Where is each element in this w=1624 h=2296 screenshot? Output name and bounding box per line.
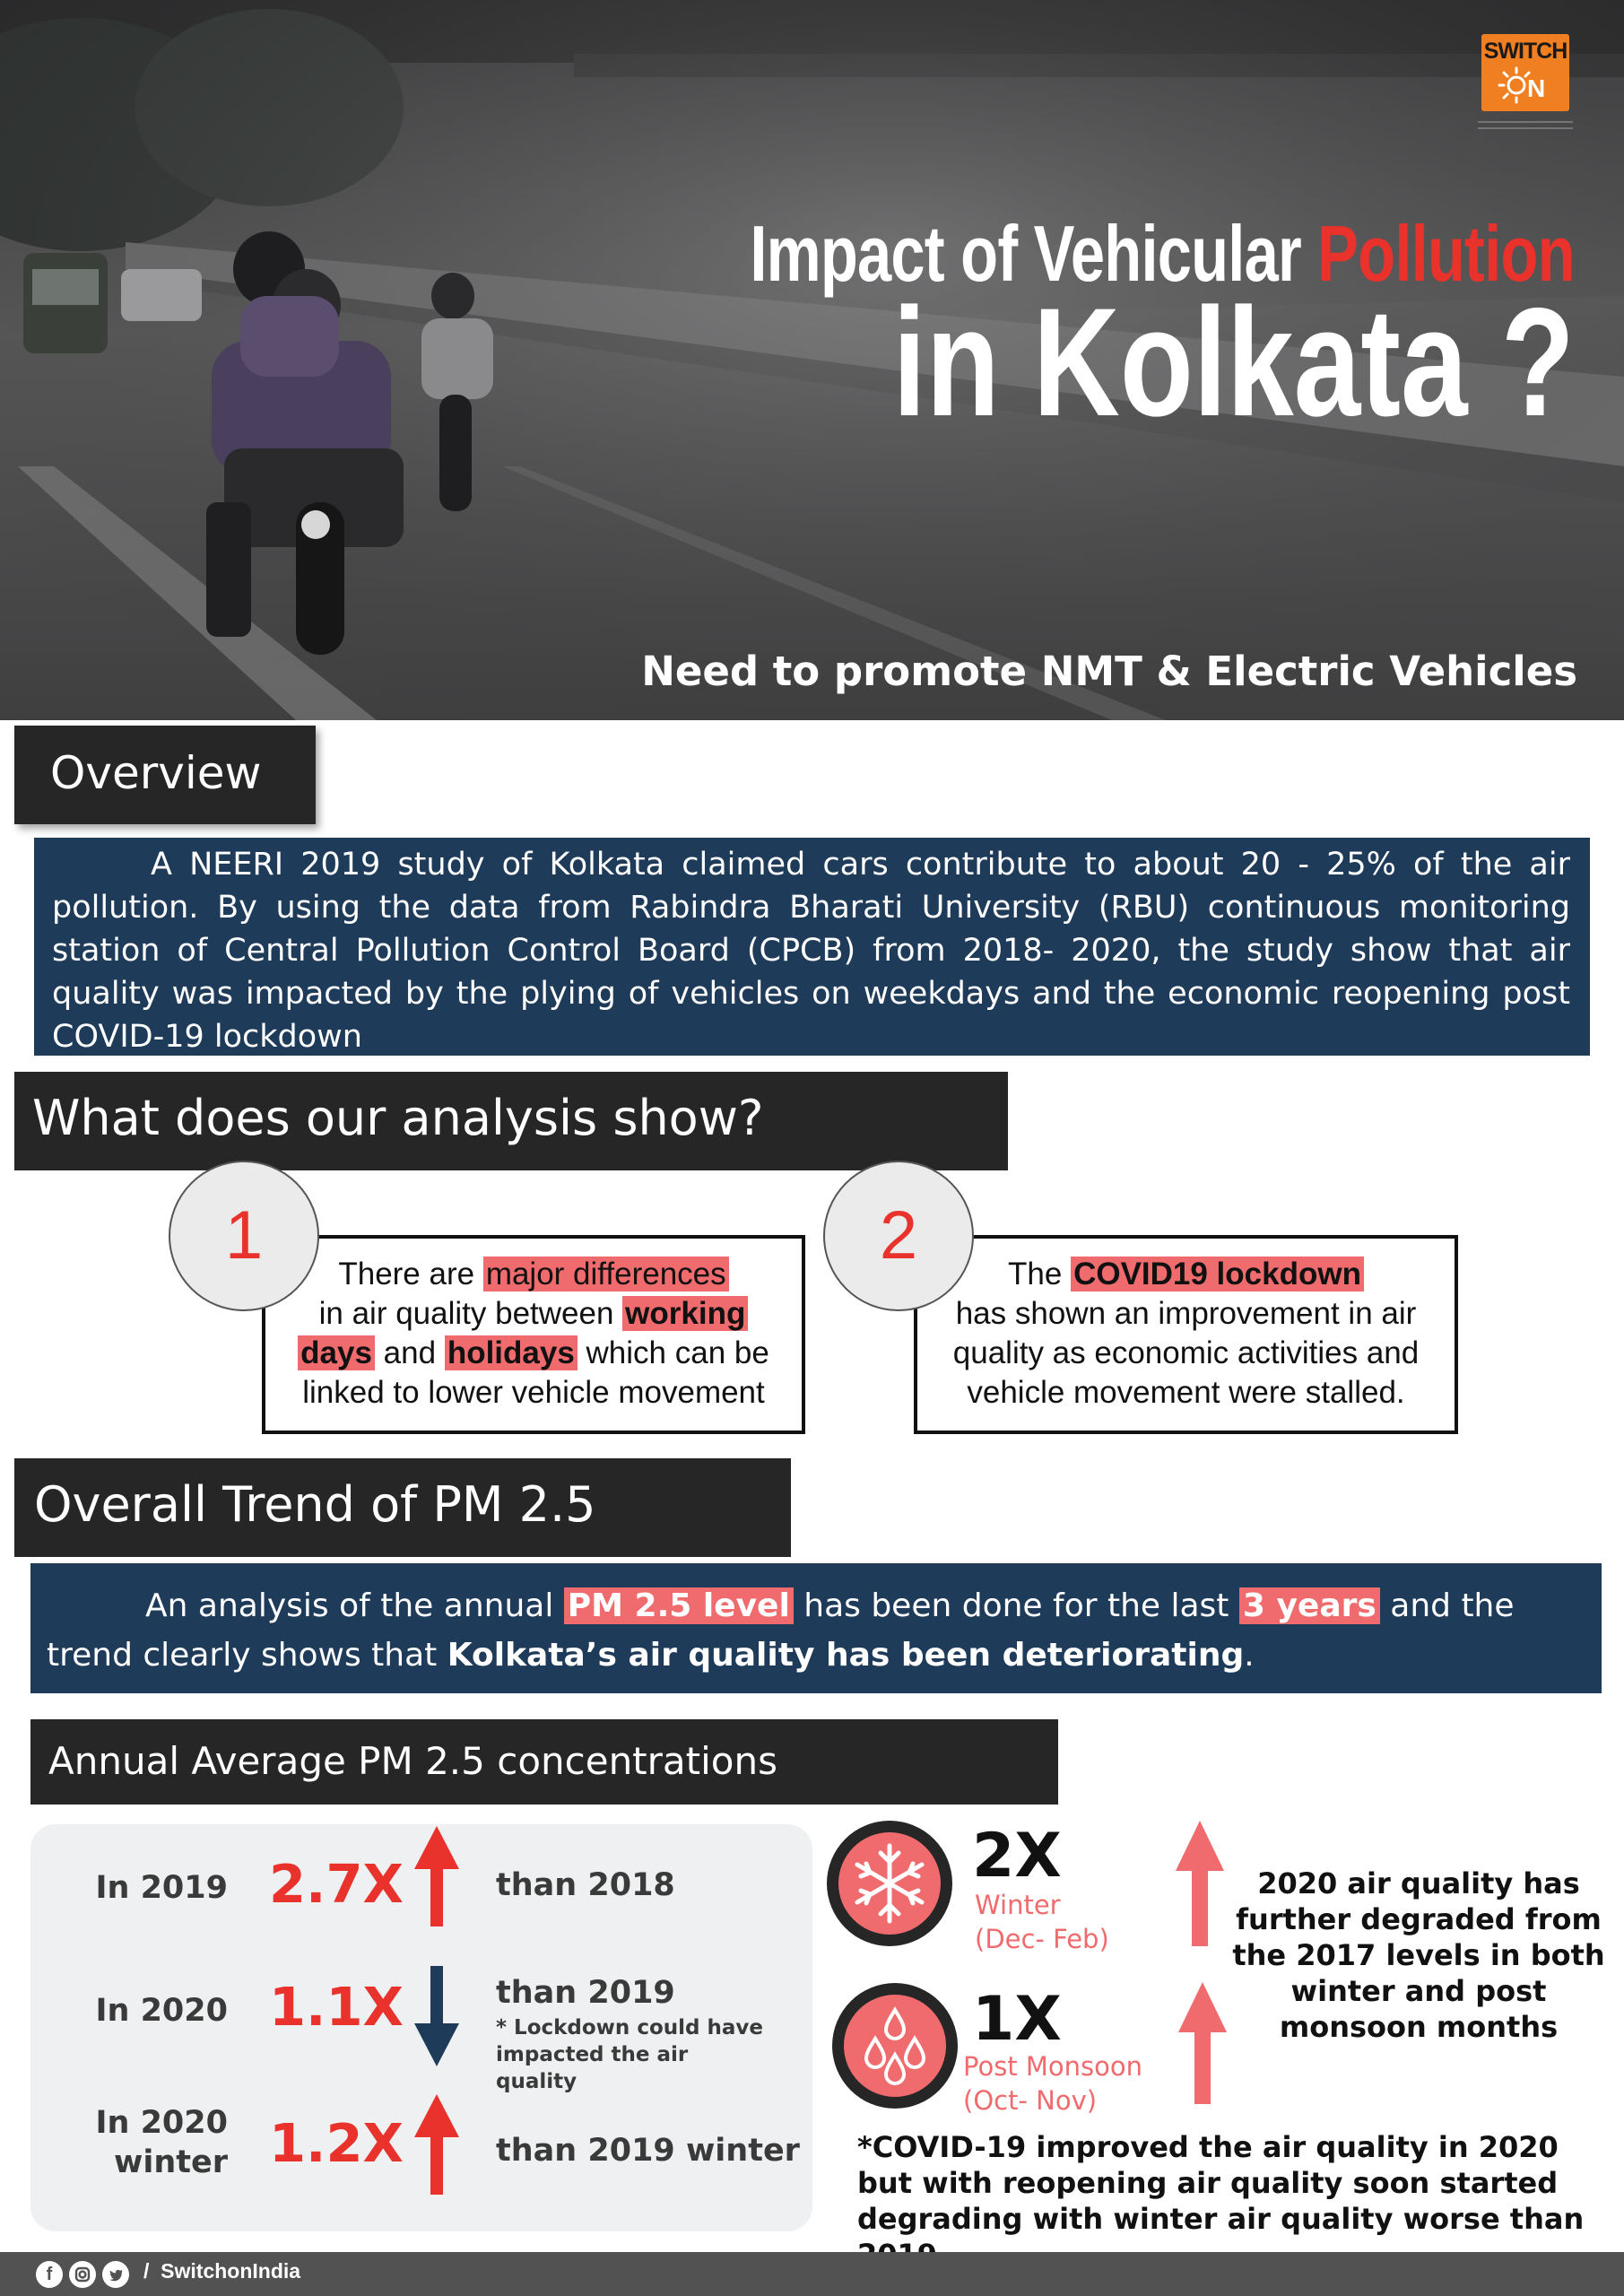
trend-sentence: . (1244, 1637, 1255, 1674)
covid-footnote: *COVID-19 improved the air quality in 2020 but with reopening air quality soon started degrading with winter air quality worse than (857, 2130, 1585, 2236)
card1-highlight: holidays (445, 1335, 578, 1370)
stat-comparison: than 2019 winter (496, 2133, 800, 2169)
arrow-up-icon (1176, 1821, 1224, 1946)
twitter-icon[interactable] (102, 2261, 129, 2288)
winter-multiplier: 2X (972, 1821, 1062, 1892)
hero-title-text: Impact of Vehicular (750, 209, 1318, 298)
stat-value: 2.7X (269, 1853, 404, 1915)
trend-sentence: An analysis of the annual (145, 1587, 564, 1624)
stat-comparison: than 2019 (496, 1975, 675, 2011)
trend-highlight: 3 years (1239, 1587, 1380, 1624)
monsoon-badge (832, 1983, 958, 2109)
card2-text: vehicle movement were stalled. (967, 1375, 1405, 1410)
winter-label (975, 1888, 1109, 1956)
card2-text: has shown an improvement in air (955, 1296, 1417, 1331)
stat-label-line: In 2020 (95, 2105, 228, 2141)
season-name-text: Winter (975, 1890, 1061, 1920)
social-handle[interactable] (143, 2259, 300, 2283)
card1-highlight: major differences (483, 1257, 729, 1292)
trend-bold: Kolkata’s air quality has been deteriorating (447, 1637, 1245, 1674)
facebook-icon[interactable]: f (36, 2261, 63, 2288)
stat-label-line: winter (114, 2144, 228, 2180)
hero-banner (0, 0, 1624, 720)
raindrops-icon (832, 1983, 958, 2109)
trend-text (30, 1563, 1602, 1693)
arrow-up-icon (414, 1826, 459, 1926)
season-period-text: (Dec- Feb) (975, 1924, 1109, 1954)
overview-paragraph: A NEERI 2019 study of Kolkata claimed cars contribute to about 20 - 25% of the air pollution. By using the data from Rabindra Bharati University (RBU) continuous monitoring station of Central Pollution Control Board (CPCB) from 2018- 2020, the study show that air quality was impacted by the plying of vehicles on weekdays and the economic reopening post COVID-19 lockdown (52, 847, 1570, 1055)
trend-sentence: and the trend clearly shows that (47, 1587, 1515, 1674)
switchon-logo: SWITCH N (1481, 34, 1569, 111)
card1-text: There are (338, 1257, 483, 1292)
stat-value: 1.2X (269, 2112, 404, 2174)
stat-label (66, 2103, 228, 2182)
svg-text:N: N (1527, 74, 1546, 102)
stat-value: 1.1X (269, 1976, 404, 2038)
handle-separator: / (143, 2259, 150, 2283)
season-summary: 2020 air quality has further degraded from the 2017 levels in both winter and post monsoon months (1232, 1866, 1605, 2044)
overview-text (34, 838, 1590, 1056)
arrow-up-icon (414, 2094, 459, 2195)
annual-heading: Annual Average PM 2.5 concentrations (30, 1719, 1058, 1805)
arrow-down-icon (414, 1966, 459, 2066)
trend-heading: Overall Trend of PM 2.5 (14, 1458, 791, 1557)
card2-highlight: COVID19 lockdown (1071, 1257, 1364, 1292)
monsoon-multiplier: 1X (972, 1984, 1062, 2055)
card1-text: and (374, 1335, 445, 1370)
trend-highlight: PM 2.5 level (564, 1587, 794, 1624)
hero-title-highlight: Pollution (1317, 209, 1575, 298)
trend-sentence: has been done for the last (793, 1587, 1239, 1624)
season-period-text: (Oct- Nov) (963, 2085, 1098, 2116)
arrow-up-icon (1178, 1982, 1227, 2104)
point-number-2: 2 (823, 1161, 974, 1311)
card1-text: which can be (577, 1335, 769, 1370)
overview-heading: Overview (14, 726, 316, 824)
point-number-1: 1 (169, 1161, 319, 1311)
stat-comparison: than 2018 (496, 1867, 675, 1903)
card1-text: linked to lower vehicle movement (302, 1375, 765, 1410)
analysis-heading: What does our analysis show? (14, 1072, 1008, 1170)
season-name-text: Post Monsoon (963, 2051, 1143, 2082)
winter-badge (827, 1821, 952, 1946)
instagram-icon[interactable] (69, 2261, 96, 2288)
card1-highlight: working (622, 1296, 748, 1331)
monsoon-label (963, 2049, 1142, 2118)
card2-text: quality as economic activities and (952, 1335, 1420, 1370)
card2-text: The (1008, 1257, 1072, 1292)
hero-title-line2: in Kolkata ? (892, 276, 1575, 448)
card1-text: in air quality between (318, 1296, 623, 1331)
card1-highlight: days (298, 1335, 375, 1370)
sun-icon (1497, 65, 1554, 106)
logo-tagline-lines (1471, 117, 1580, 136)
snowflake-icon (827, 1821, 952, 1946)
analysis-card-1 (262, 1235, 805, 1434)
stat-label: In 2019 (95, 1870, 228, 1906)
stat-note: * Lockdown could have impacted the air quality (496, 2016, 763, 2093)
handle-text: SwitchonIndia (161, 2259, 301, 2283)
stat-label: In 2020 (95, 1993, 228, 2029)
hero-subtitle: Need to promote NMT & Electric Vehicles (641, 648, 1577, 695)
analysis-card-2 (914, 1235, 1458, 1434)
